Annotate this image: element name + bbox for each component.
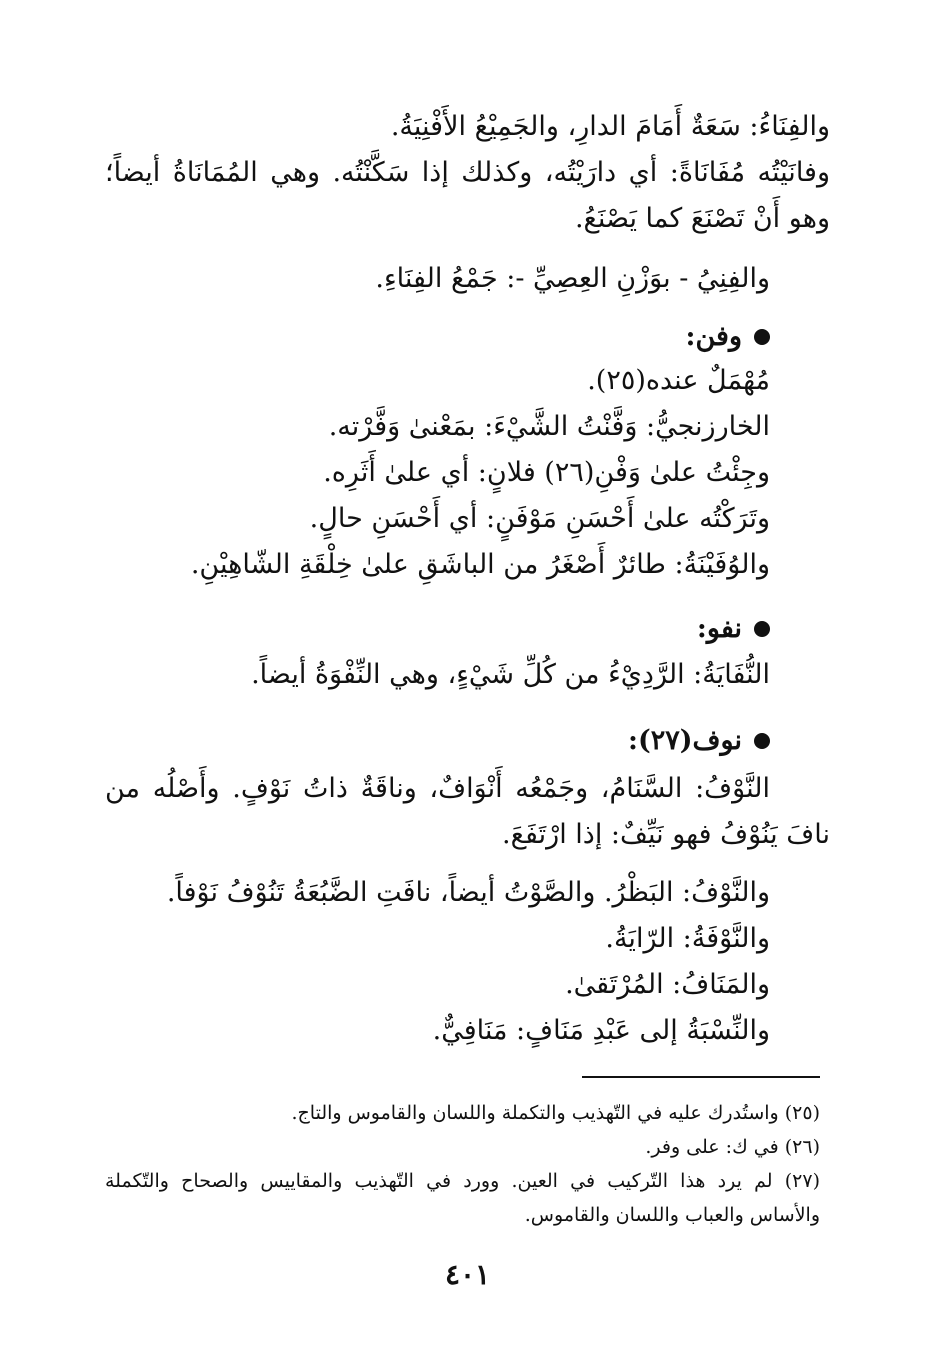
nwf-line-4: والنِّسْبَةُ إلى عَبْدِ مَنَافٍ: مَنَافِيٌّ. (432, 1015, 770, 1046)
entry-heading-label: نوف(٢٧): (628, 725, 742, 756)
paragraph-finiy: والفِنِيُ - بوَزْنِ العِصِيِّ -: جَمْعُ الفِنَاءِ. (375, 263, 770, 294)
paragraph-fina: والفِنَاءُ: سَعَةٌ أَمَامَ الدارِ، والجَمِيْعُ الأَفْنِيَةُ. (390, 111, 830, 142)
wfn-line-4: وتَرَكْتُه علىٰ أَحْسَنِ مَوْفَنٍ: أي أَحْسَنِ حالٍ. (309, 503, 770, 534)
entry-heading-label: وفن: (685, 321, 742, 352)
nwf-line-2: والنَّوْفَةُ: الرّايَةُ. (605, 923, 770, 954)
entry-heading-nfw (697, 606, 770, 652)
wfn-line-2: الخارزنجيُّ: وَفَّنْتُ الشَّيْءَ: بمَعْنىٰ وَفَّرْته. (328, 411, 770, 442)
paragraph-fanaytuh: وفانَيْتُه مُفَانَاةً: أي دارَيْتُه، وكذلك إذا سَكَّنْتُه. وهي المُمَانَاةُ أيضاً؛ وهو أَنْ تَصْنَعَ كما يَصْنَعُ. (105, 157, 830, 234)
nwf-intro: النَّوْفُ: السَّنَامُ، وجَمْعُه أَنْوَافٌ، وناقَةٌ ذاتُ نَوْفٍ. وأَصْلُه من نافَ يَنُوْفُ فهو نَيِّفٌ: إذا ارْتَفَعَ. (105, 773, 830, 850)
wfn-line-5: والوُفَيْنَةُ: طائرٌ أَصْغَرُ من الباشَقِ علىٰ خِلْقَةِ الشّاهِيْنِ. (190, 549, 770, 580)
footnote-26: (٢٦) في ك: على وفر. (645, 1136, 820, 1158)
wfn-line-3: وجِئْتُ علىٰ وَفْنِ(٢٦) فلانٍ: أي علىٰ أَثَرِه. (323, 457, 770, 488)
bullet-icon (754, 329, 770, 345)
entry-heading-nwf (628, 718, 770, 764)
page-number: ٤٠١ (444, 1258, 491, 1291)
entry-heading-label: نفو: (696, 613, 742, 644)
footnote-separator (582, 1076, 820, 1078)
nwf-line-3: والمَنَافُ: المُرْتَقىٰ. (565, 969, 770, 1000)
nfw-line-1: النُّفَايَةُ: الرَّدِيْءُ من كُلِّ شَيْءٍ، وهي النِّفْوَةُ أيضاً. (251, 659, 770, 690)
bullet-icon (754, 733, 770, 749)
footnote-27: (٢٧) لم يرد هذا التّركيب في العين. وورد في التّهذيب والمقاييس والصحاح والتّكملة والأساس والعباب واللسان والقاموس. (105, 1170, 820, 1226)
wfn-line-1: مُهْمَلٌ عنده(٢٥). (587, 365, 770, 396)
entry-heading-wfn (686, 314, 770, 360)
nwf-line-1: والنَّوْفُ: البَظْرُ. والصَّوْتُ أيضاً، نافَتِ الضَّبُعَةُ تَنُوْفُ نَوْفاً. (166, 877, 770, 908)
footnote-25: (٢٥) واستُدرك عليه في التّهذيب والتكملة واللسان والقاموس والتاج. (291, 1102, 820, 1124)
bullet-icon (754, 621, 770, 637)
